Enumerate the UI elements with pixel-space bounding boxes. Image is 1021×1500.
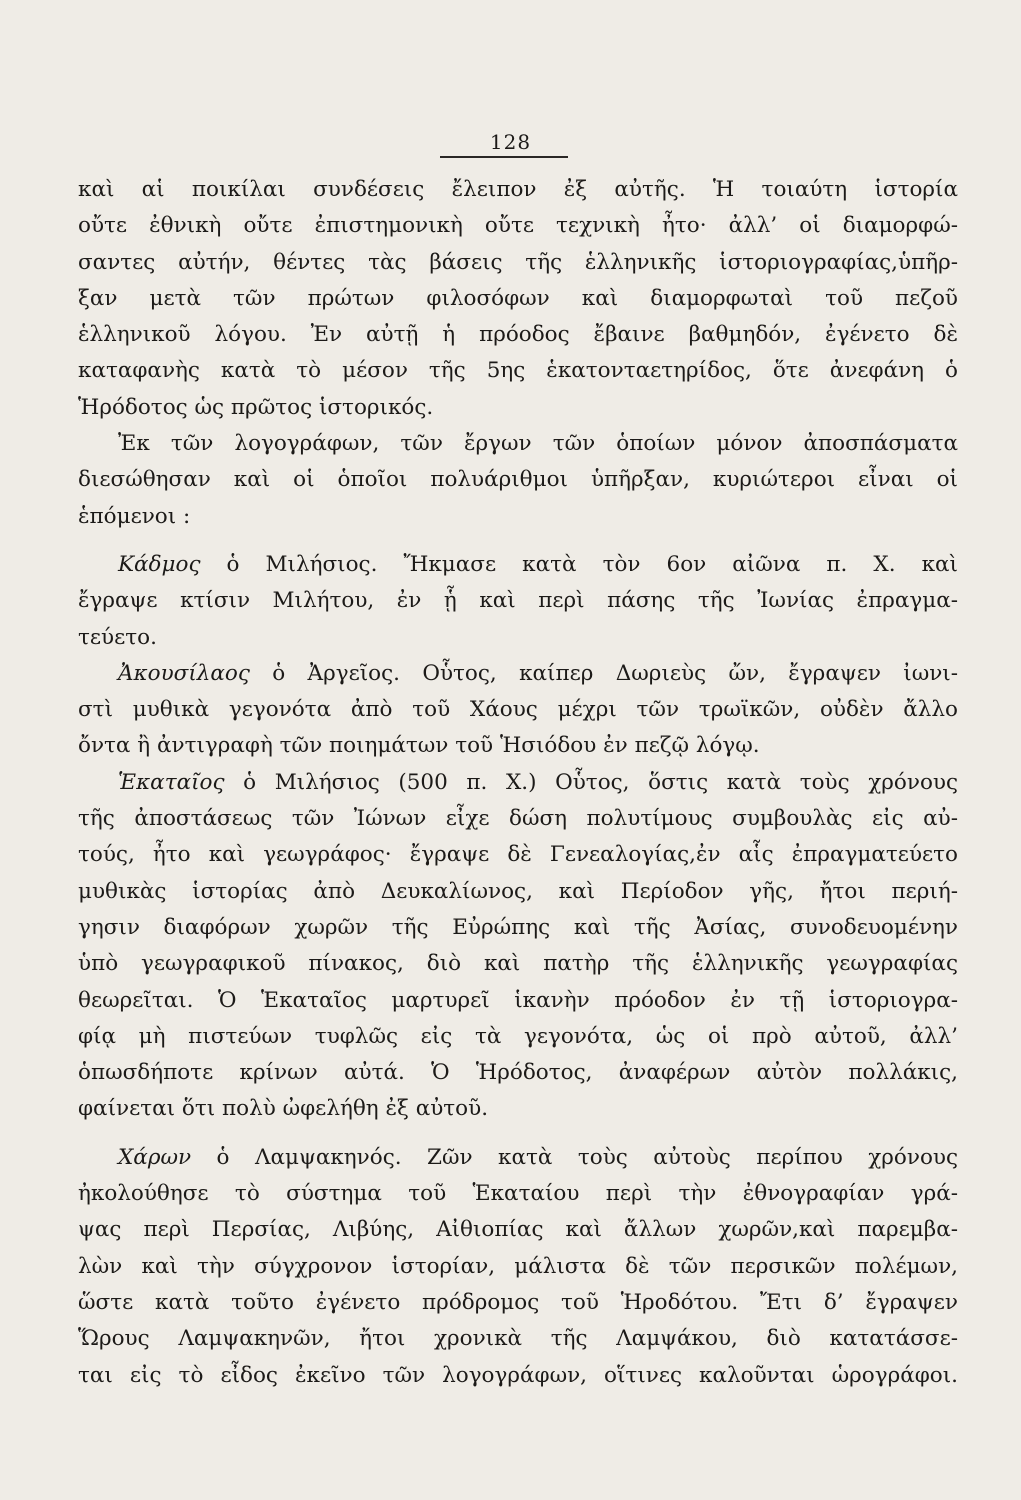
text-line: ὑπὸ γεωγραφικοῦ πίνακος, διὸ καὶ πατὴρ τῆς ἑλληνικῆς γεωγραφίας — [78, 951, 958, 977]
text-line: γησιν διαφόρων χωρῶν τῆς Εὐρώπης καὶ τῆς Ἀσίας, συνοδευομένην — [78, 914, 958, 940]
text-line: θεωρεῖται. Ὁ Ἑκαταῖος μαρτυρεῖ ἱκανὴν πρόοδον ἐν τῇ ἱστοριογρα- — [78, 987, 958, 1013]
text-line: διεσώθησαν καὶ οἱ ὁποῖοι πολυάριθμοι ὑπῆρξαν, κυριώτεροι εἶναι οἱ — [78, 467, 958, 493]
text-line: ται εἰς τὸ εἶδος ἐκεῖνο τῶν λογογράφων, οἵτινες καλοῦνται ὡρογράφοι. — [78, 1362, 958, 1388]
text-line: ἠκολούθησε τὸ σύστημα τοῦ Ἑκαταίου περὶ τὴν ἐθνογραφίαν γρά- — [78, 1181, 958, 1207]
author-name: Χάρων — [118, 1144, 192, 1170]
text-line: ἑλληνικοῦ λόγου. Ἐν αὐτῇ ἡ πρόοδος ἔβαινε βαθμηδόν, ἐγένετο δὲ — [78, 322, 958, 348]
text-line: μυθικὰς ἱστορίας ἀπὸ Δευκαλίωνος, καὶ Περίοδον γῆς, ἤτοι περιή- — [78, 878, 958, 904]
paragraph-kadmos — [78, 547, 958, 656]
text-line: ξαν μετὰ τῶν πρώτων φιλοσόφων καὶ διαμορφωταὶ τοῦ πεζοῦ — [78, 285, 958, 311]
text-line: οὔτε ἐθνικὴ οὔτε ἐπιστημονικὴ οὔτε τεχνικὴ ἦτο· ἀλλ’ οἱ διαμορφώ- — [78, 213, 958, 239]
text-line: λὼν καὶ τὴν σύγχρονον ἱστορίαν, μάλιστα δὲ τῶν περσικῶν πολέμων, — [78, 1253, 958, 1279]
paragraph-akousilaos — [78, 656, 958, 765]
text-line: φαίνεται ὅτι πολὺ ὠφελήθη ἐξ αὐτοῦ. — [78, 1096, 489, 1122]
text-line: Ἀκουσίλαος ὁ Ἀργεῖος. Οὗτος, καίπερ Δωριεὺς ὤν, ἔγραψεν ἰωνι- — [118, 660, 958, 686]
text-line: Χάρων ὁ Λαμψακηνός. Ζῶν κατὰ τοὺς αὐτοὺς περίπου χρόνους — [118, 1144, 958, 1170]
text-line: τῆς ἀποστάσεως τῶν Ἰώνων εἶχε δώση πολυτίμους συμβουλὰς εἰς αὐ- — [78, 806, 958, 832]
author-name: Κάδμος — [118, 551, 201, 577]
text-line: Ὥρους Λαμψακηνῶν, ἤτοι χρονικὰ τῆς Λαμψάκου, διὸ κατατάσσε- — [78, 1326, 958, 1352]
text-line: ὁπωσδήποτε κρίνων αὐτά. Ὁ Ἡρόδοτος, ἀναφέρων αὐτὸν πολλάκις, — [78, 1060, 958, 1086]
text-line: ἑπόμενοι : — [78, 503, 191, 529]
text-line: σαντες αὐτήν, θέντες τὰς βάσεις τῆς ἑλληνικῆς ἱστοριογραφίας,ὑπῆρ- — [78, 249, 958, 275]
text-line: ἔγραψε κτίσιν Μιλήτου, ἐν ᾗ καὶ περὶ πάσης τῆς Ἰωνίας ἐπραγμα- — [78, 588, 958, 614]
text-line: ὥστε κατὰ τοῦτο ἐγένετο πρόδρομος τοῦ Ἡροδότου. Ἔτι δ’ ἔγραψεν — [78, 1289, 958, 1315]
text-line: τεύετο. — [78, 624, 157, 650]
text-line: φίᾳ μὴ πιστεύων τυφλῶς εἰς τὰ γεγονότα, ὡς οἱ πρὸ αὐτοῦ, ἀλλ’ — [78, 1023, 958, 1049]
text-line: καὶ αἱ ποικίλαι συνδέσεις ἔλειπον ἐξ αὐτῆς. Ἡ τοιαύτη ἱστορία — [78, 177, 958, 202]
text-line: καταφανὴς κατὰ τὸ μέσον τῆς 5ης ἑκατονταετηρίδος, ὅτε ἀνεφάνη ὁ — [78, 358, 958, 384]
text-line: Ἐκ τῶν λογογράφων, τῶν ἔργων τῶν ὁποίων μόνον ἀποσπάσματα — [118, 431, 958, 457]
paragraph — [78, 426, 958, 535]
header-rule — [440, 156, 568, 158]
paragraph — [78, 172, 958, 426]
paragraph-hekataios — [78, 765, 958, 1128]
page-number: 128 — [489, 130, 532, 154]
text-line: στὶ μυθικὰ γεγονότα ἀπὸ τοῦ Χάους μέχρι τῶν τρωϊκῶν, οὐδὲν ἄλλο — [78, 697, 958, 723]
text-line: Ἡρόδοτος ὡς πρῶτος ἱστορικός. — [78, 394, 434, 420]
text-line: Ἑκαταῖος ὁ Μιλήσιος (500 π. Χ.) Οὗτος, ὅστις κατὰ τοὺς χρόνους — [118, 769, 958, 795]
paragraph-charon — [78, 1140, 958, 1394]
body-text — [78, 172, 958, 1394]
text-line: ψας περὶ Περσίας, Λιβύης, Αἰθιοπίας καὶ ἄλλων χωρῶν,καὶ παρεμβα- — [78, 1217, 958, 1243]
text-line: ὄντα ἢ ἀντιγραφὴ τῶν ποιημάτων τοῦ Ἡσιόδου ἐν πεζῷ λόγῳ. — [78, 733, 760, 759]
author-name: Ἑκαταῖος — [118, 769, 225, 795]
text-line: Κάδμος ὁ Μιλήσιος. Ἤκμασε κατὰ τὸν 6ον αἰῶνα π. Χ. καὶ — [118, 551, 958, 577]
text-line: τούς, ἦτο καὶ γεωγράφος· ἔγραψε δὲ Γενεαλογίας,ἐν αἷς ἐπραγματεύετο — [78, 842, 958, 868]
author-name: Ἀκουσίλαος — [118, 660, 250, 686]
